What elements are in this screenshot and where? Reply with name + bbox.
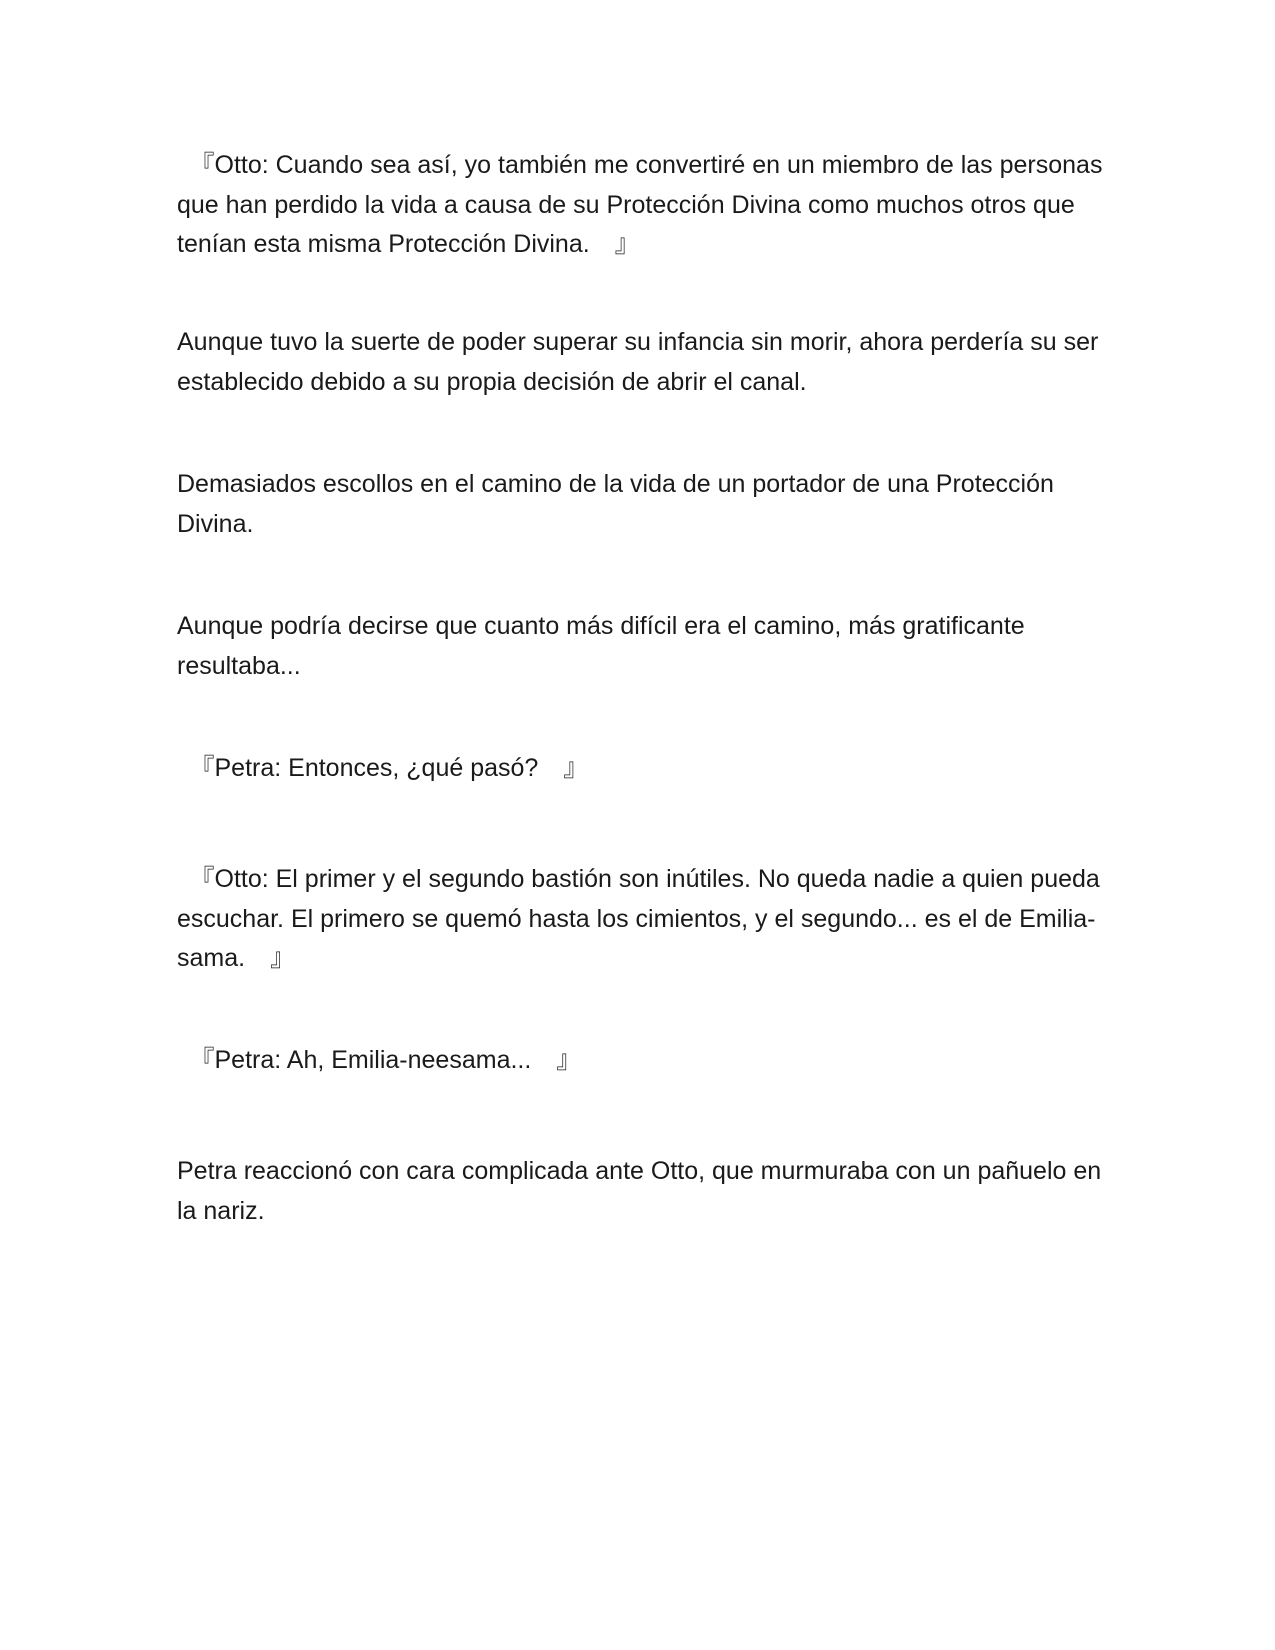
narration-obstacles: Demasiados escollos en el camino de la vida de un portador de una Protección Divina.	[177, 470, 1054, 538]
narration-rewarding: Aunque podría decirse que cuanto más difícil era el camino, más gratificante resultaba...	[177, 612, 1025, 680]
dialogue-petra-what-happened: 『Petra: Entonces, ¿qué pasó? 』	[177, 754, 589, 782]
dialogue-otto-bastions: 『Otto: El primer y el segundo bastión son inútiles. No queda nadie a quien pueda escuchar. El primero se quemó hasta los cimientos, y el segundo... es el de Emilia-sama. 』	[177, 865, 1100, 972]
dialogue-otto-protection: 『Otto: Cuando sea así, yo también me convertiré en un miembro de las personas que han perdido la vida a causa de su Protección Divina como muchos otros que tenían esta misma Protección Divina. 』	[177, 151, 1103, 258]
narration-childhood: Aunque tuvo la suerte de poder superar su infancia sin morir, ahora perdería su ser establecido debido a su propia decisión de abrir el canal.	[177, 328, 1099, 396]
dialogue-petra-emilia: 『Petra: Ah, Emilia-neesama... 』	[177, 1046, 582, 1074]
narration-petra-reaction: Petra reaccionó con cara complicada ante Otto, que murmuraba con un pañuelo en la nariz.	[177, 1157, 1102, 1225]
